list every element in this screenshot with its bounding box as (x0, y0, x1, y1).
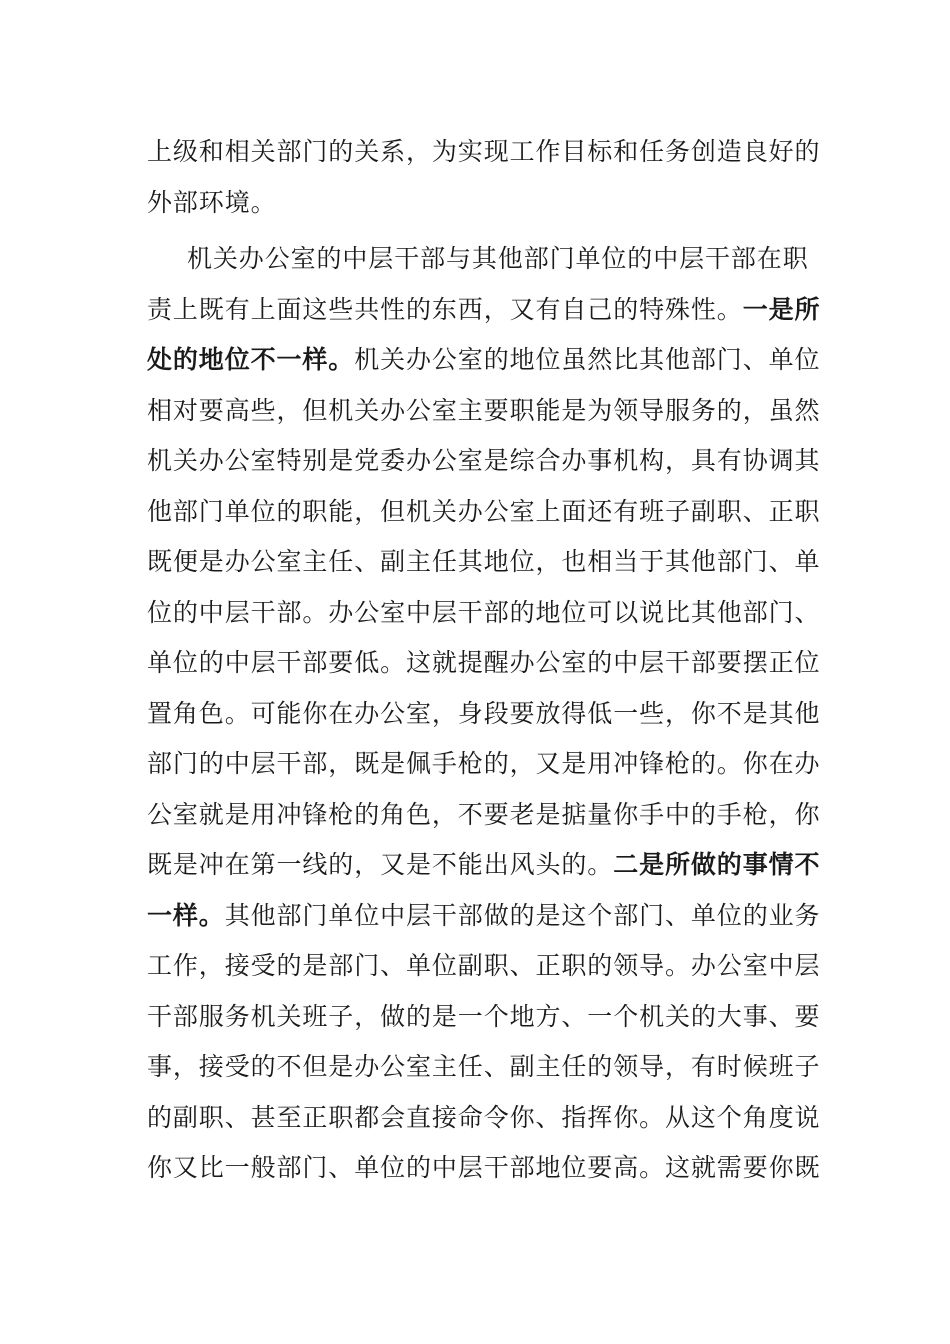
text-run: 责上既有上面这些共性的东西，又有自己的特殊性。 (147, 294, 743, 324)
text-run: 机关办公室特别是党委办公室是综合办事机构，具有协调其 (147, 446, 821, 475)
text-line (147, 436, 821, 487)
text-run: 工作，接受的是部门、单位副职、正职的领导。办公室中层 (147, 951, 821, 980)
text-run: 上级和相关部门的关系，为实现工作目标和任务创造良好的 (147, 137, 821, 166)
text-line (147, 234, 807, 285)
bold-heading-run: 一样。 (147, 900, 225, 930)
text-line (147, 941, 821, 992)
text-line (147, 127, 821, 178)
text-run: 你又比一般部门、单位的中层干部地位要高。这就需要你既 (147, 1153, 821, 1182)
text-run: 其他部门单位中层干部做的是这个部门、单位的业务 (224, 900, 821, 930)
text-line (147, 638, 821, 689)
text-run: 他部门单位的职能，但机关办公室上面还有班子副职、正职 (147, 496, 821, 526)
text-run: 置角色。可能你在办公室，身段要放得低一些，你不是其他 (147, 698, 821, 728)
text-run: 既便是办公室主任、副主任其地位，也相当于其他部门、单 (147, 547, 821, 576)
text-line (147, 1093, 821, 1144)
bold-heading-run: 处的地位不一样。 (147, 345, 355, 374)
text-run: 公室就是用冲锋枪的角色，不要老是掂量你手中的手枪，你 (147, 799, 821, 829)
text-line (147, 335, 821, 386)
text-run: 既是冲在第一线的，又是不能出风头的。 (147, 850, 614, 879)
text-run: 单位的中层干部要低。这就提醒办公室的中层干部要摆正位 (147, 648, 821, 677)
bold-heading-run: 一是所 (742, 294, 821, 324)
text-line (147, 992, 821, 1043)
text-run: 部门的中层干部，既是佩手枪的，又是用冲锋枪的。你在办 (147, 749, 821, 778)
text-run: 机关办公室的地位虽然比其他部门、单位 (354, 345, 821, 374)
text-run: 相对要高些，但机关办公室主要职能是为领导服务的，虽然 (147, 395, 821, 425)
text-line (147, 739, 821, 790)
text-line (147, 1042, 821, 1093)
text-line (147, 285, 821, 336)
text-line (147, 891, 821, 942)
text-line (147, 487, 821, 538)
text-line (147, 588, 821, 639)
text-line (147, 537, 821, 588)
text-run: 的副职、甚至正职都会直接命令你、指挥你。从这个角度说 (147, 1102, 821, 1132)
document-body (147, 127, 821, 1194)
text-run: 干部服务机关班子，做的是一个地方、一个机关的大事、要 (147, 1001, 821, 1031)
text-run: 机关办公室的中层干部与其他部门单位的中层干部在职 (187, 244, 809, 273)
text-line (147, 386, 821, 437)
text-run: 外部环境。 (147, 187, 277, 217)
text-run: 事，接受的不但是办公室主任、副主任的领导，有时候班子 (147, 1052, 821, 1081)
bold-heading-run: 二是所做的事情不 (613, 850, 821, 879)
text-line (147, 1143, 821, 1194)
text-line (147, 840, 821, 891)
text-line (147, 689, 821, 740)
text-line (147, 790, 821, 841)
text-line (147, 178, 807, 229)
text-run: 位的中层干部。办公室中层干部的地位可以说比其他部门、 (147, 597, 821, 627)
